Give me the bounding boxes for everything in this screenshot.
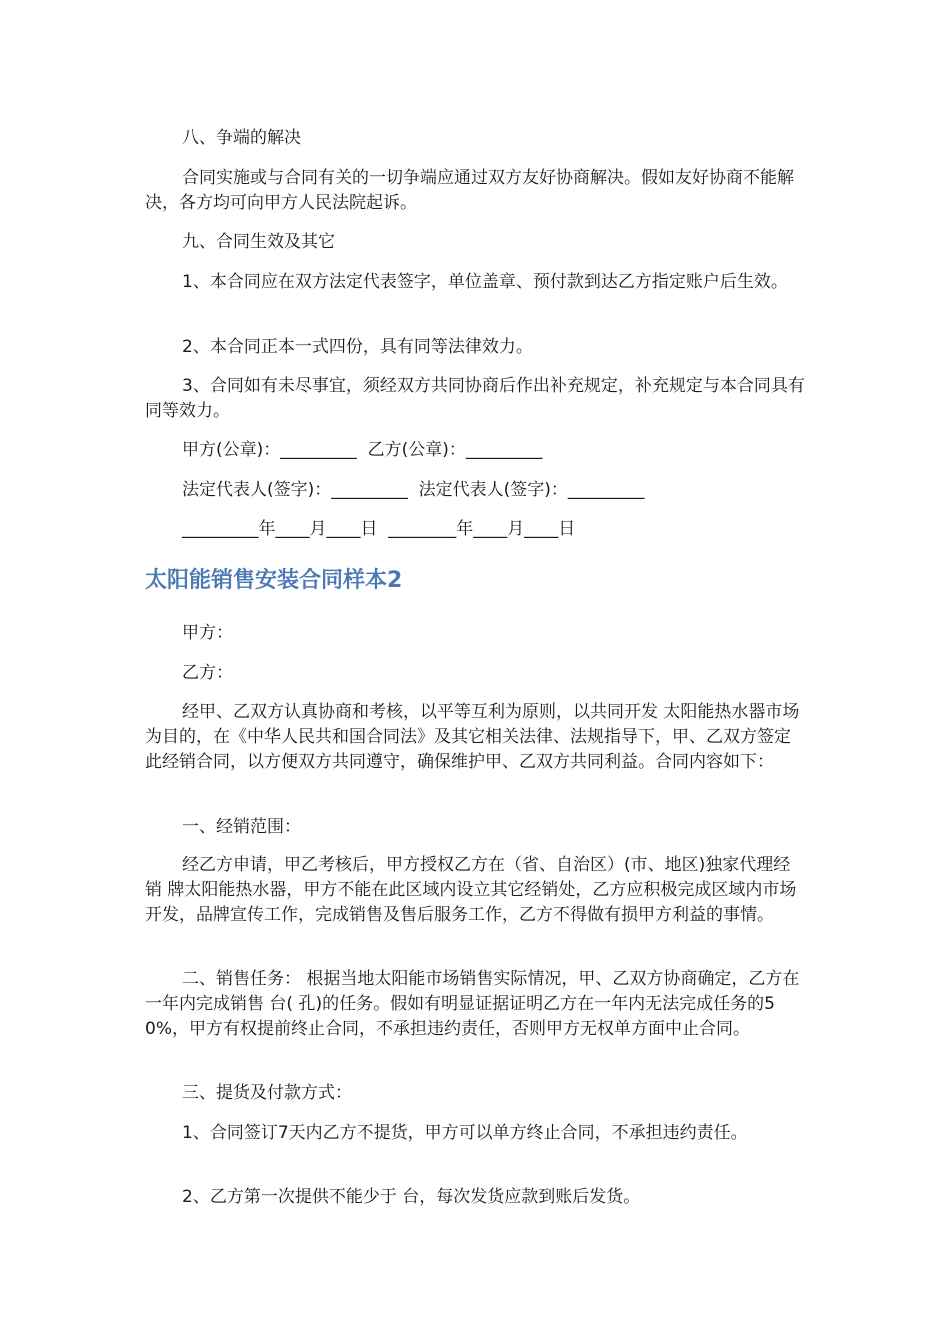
paragraph-delivery-2: 2、乙方第一次提供不能少于 台，每次发货应款到账后发货。 — [182, 1187, 641, 1207]
party-a-label: 甲方： — [182, 623, 233, 643]
document-title: 太阳能销售安装合同样本2 — [145, 568, 403, 593]
section-heading-effect: 九、合同生效及其它 — [182, 232, 335, 252]
signature-date-line: _________年____月____日 ________年____月____日 — [182, 519, 576, 539]
signature-representative-line: 法定代表人(签字)：_________ 法定代表人(签字)：_________ — [182, 480, 645, 500]
paragraph-effect-2: 2、本合同正本一式四份，具有同等法律效力。 — [182, 337, 533, 357]
party-b-label: 乙方： — [182, 663, 233, 683]
paragraph-effect-3: 3、合同如有未尽事宜，须经双方共同协商后作出补充规定，补充规定与本合同具有同等效力。 — [145, 376, 805, 421]
paragraph-intro: 经甲、乙双方认真协商和考核，以平等互利为原则，以共同开发 太阳能热水器市场为目的，在《中华人民共和国合同法》及其它相关法律、法规指导下，甲、乙双方签定此经销合同，以方便双方共同遵守，确保维护甲、乙双方共同利益。合同内容如下： — [145, 702, 800, 772]
paragraph-sales-task: 二、销售任务： 根据当地太阳能市场销售实际情况，甲、乙双方协商确定，乙方在一年内完成销售 台( 孔)的任务。假如有明显证据证明乙方在一年内无法完成任务的50%，甲方有权提前终止合同，不承担违约责任，否则甲方无权单方面中止合同。 — [145, 969, 800, 1039]
paragraph-scope: 经乙方申请，甲乙考核后，甲方授权乙方在（省、自治区）(市、地区)独家代理经销 牌太阳能热水器，甲方不能在此区域内设立其它经销处，乙方应积极完成区域内市场开发，品牌宣传工作，完成销售及售后服务工作，乙方不得做有损甲方利益的事情。 — [145, 855, 797, 925]
section-heading-scope: 一、经销范围： — [182, 817, 301, 837]
paragraph-delivery-1: 1、合同签订7天内乙方不提货，甲方可以单方终止合同，不承担违约责任。 — [182, 1123, 748, 1143]
section-heading-dispute: 八、争端的解决 — [182, 128, 301, 148]
section-heading-delivery: 三、提货及付款方式： — [182, 1083, 352, 1103]
paragraph-dispute: 合同实施或与合同有关的一切争端应通过双方友好协商解决。假如友好协商不能解决，各方均可向甲方人民法院起诉。 — [145, 168, 794, 213]
paragraph-effect-1: 1、本合同应在双方法定代表签字，单位盖章、预付款到达乙方指定账户后生效。 — [182, 272, 788, 292]
signature-seal-line: 甲方(公章)：_________ 乙方(公章)：_________ — [182, 440, 543, 460]
